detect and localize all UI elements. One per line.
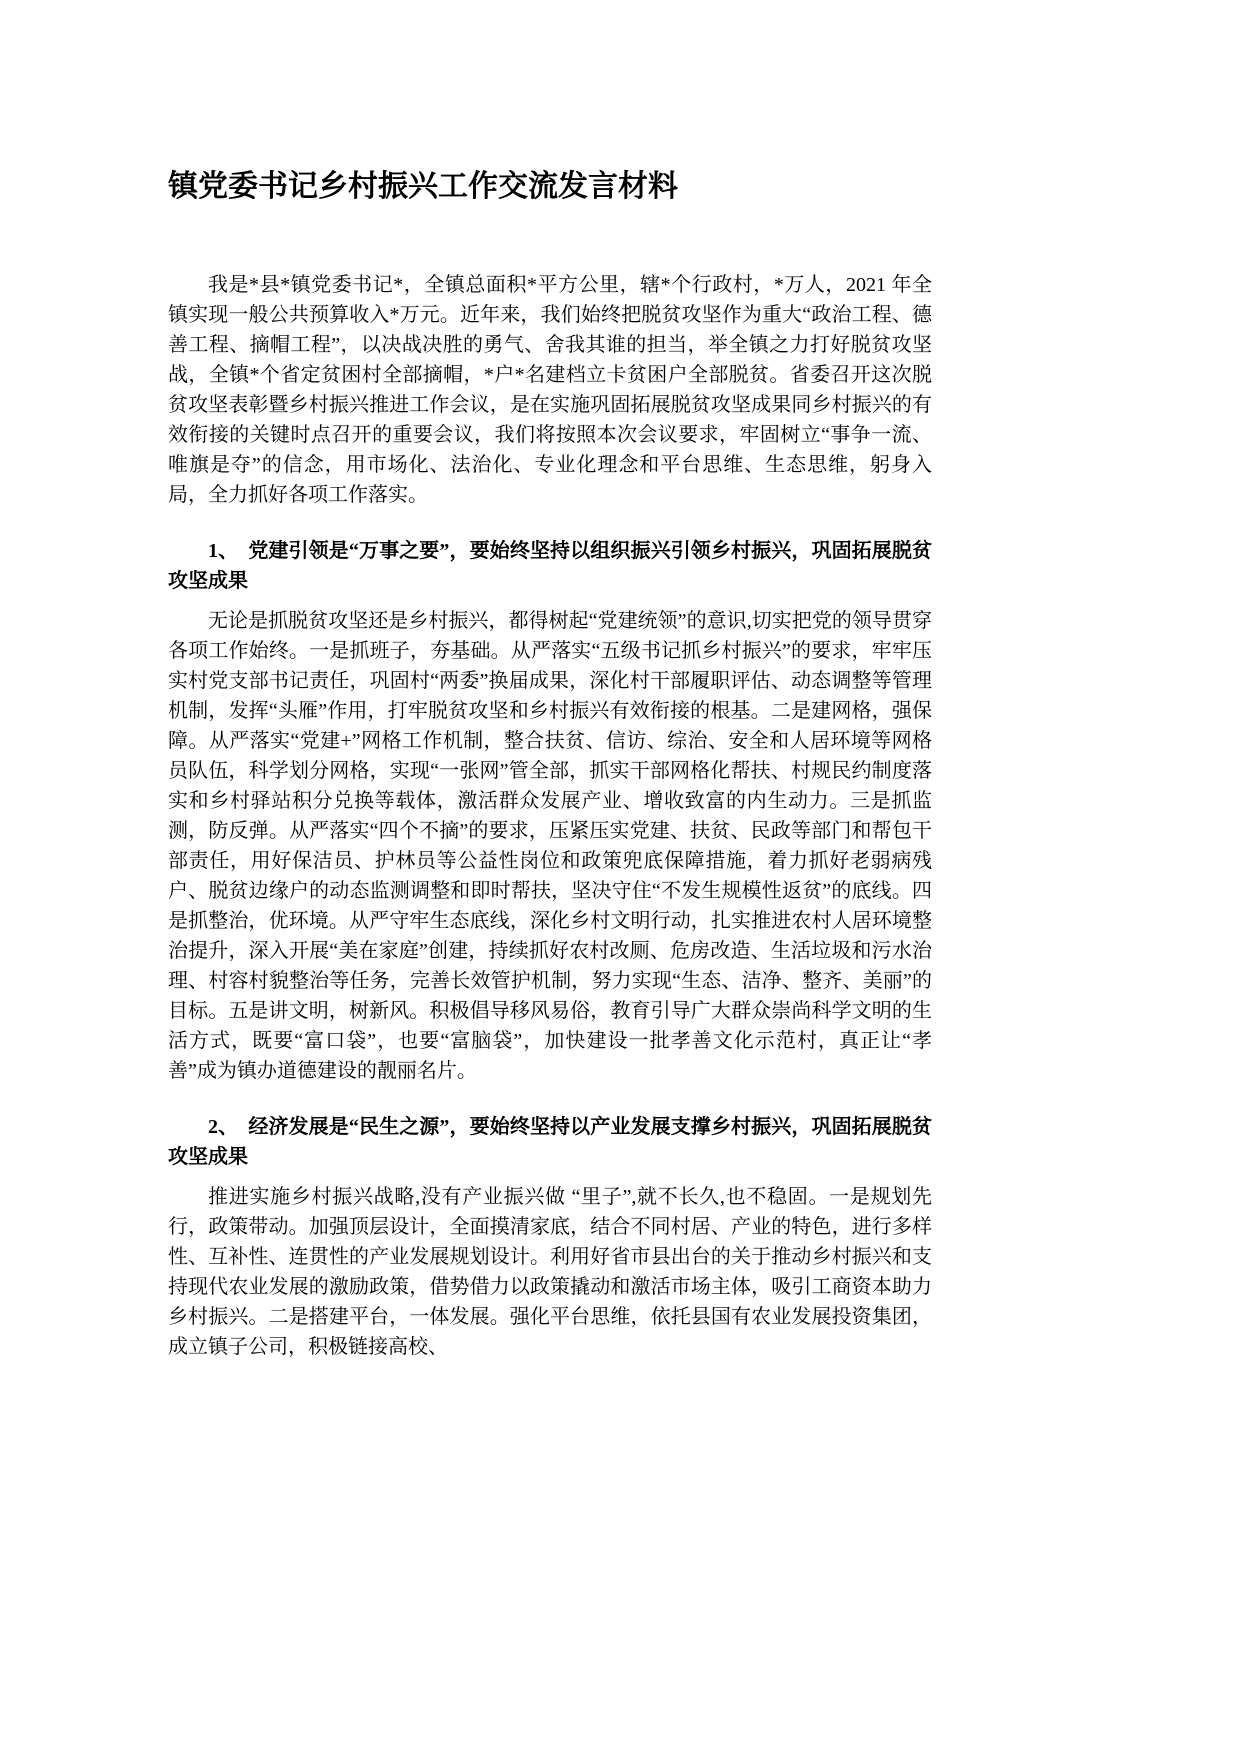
section-2-paragraph: 推进实施乡村振兴战略,没有产业振兴做 “里子”,就不长久,也不稳固。一是规划先行，政策带动。加强顶层设计，全面摸清家底，结合不同村居、产业的特色，进行多样性、互补性、连贯性的产业发展规划设计。利用好省市县出台的关于推动乡村振兴和支持现代农业发展的激励政策，借势借力以政策撬动和激活市场主体，吸引工商资本助力乡村振兴。二是搭建平台，一体发展。强化平台思维，依托县国有农业发展投资集团，成立镇子公司，积极链接高校、 xyxy=(168,1186,932,1358)
section-2-heading: 2、 经济发展是“民生之源”，要始终坚持以产业发展支撑乡村振兴，巩固拓展脱贫攻坚成果 xyxy=(168,1116,932,1168)
section-1-paragraph: 无论是抓脱贫攻坚还是乡村振兴，都得树起“党建统领”的意识,切实把党的领导贯穿各项工作始终。一是抓班子，夯基础。从严落实“五级书记抓乡村振兴”的要求，牢牢压实村党支部书记责任，巩固村“两委”换届成果，深化村干部履职评估、动态调整等管理机制，发挥“头雁”作用，打牢脱贫攻坚和乡村振兴有效衔接的根基。二是建网格，强保障。从严落实“党建+”网格工作机制，整合扶贫、信访、综治、安全和人居环境等网格员队伍，科学划分网格，实现“一张网”管全部，抓实干部网格化帮扶、村规民约制度落实和乡村驿站积分兑换等载体，激活群众发展产业、增收致富的内生动力。三是抓监测，防反弹。从严落实“四个不摘”的要求，压紧压实党建、扶贫、民政等部门和帮包干部责任，用好保洁员、护林员等公益性岗位和政策兜底保障措施，着力抓好老弱病残户、脱贫边缘户的动态监测调整和即时帮扶，坚决守住“不发生规模性返贫”的底线。四是抓整治，优环境。从严守牢生态底线，深化乡村文明行动，扎实推进农村人居环境整治提升，深入开展“美在家庭”创建，持续抓好农村改厕、危房改造、生活垃圾和污水治理、村容村貌整治等任务，完善长效管护机制，努力实现“生态、洁净、整齐、美丽”的目标。五是讲文明，树新风。积极倡导移风易俗，教育引导广大群众崇尚科学文明的生活方式，既要“富口袋”，也要“富脑袋”，加快建设一批孝善文化示范村，真正让“孝善”成为镇办道德建设的靓丽名片。 xyxy=(168,610,932,1082)
section-1-heading: 1、 党建引领是“万事之要”，要始终坚持以组织振兴引领乡村振兴，巩固拓展脱贫攻坚成果 xyxy=(168,540,932,592)
document-title: 镇党委书记乡村振兴工作交流发言材料 xyxy=(168,170,678,203)
intro-paragraph: 我是*县*镇党委书记*，全镇总面积*平方公里，辖*个行政村，*万人，2021 年全镇实现一般公共预算收入*万元。近年来，我们始终把脱贫攻坚作为重大“政治工程、德善工程、摘帽工程”，以决战决胜的勇气、舍我其谁的担当，举全镇之力打好脱贫攻坚战，全镇*个省定贫困村全部摘帽，*户*名建档立卡贫困户全部脱贫。省委召开这次脱贫攻坚表彰暨乡村振兴推进工作会议，是在实施巩固拓展脱贫攻坚成果同乡村振兴的有效衔接的关键时点召开的重要会议，我们将按照本次会议要求，牢固树立“事争一流、唯旗是夺”的信念，用市场化、法治化、专业化理念和平台思维、生态思维，躬身入局，全力抓好各项工作落实。 xyxy=(168,274,932,506)
